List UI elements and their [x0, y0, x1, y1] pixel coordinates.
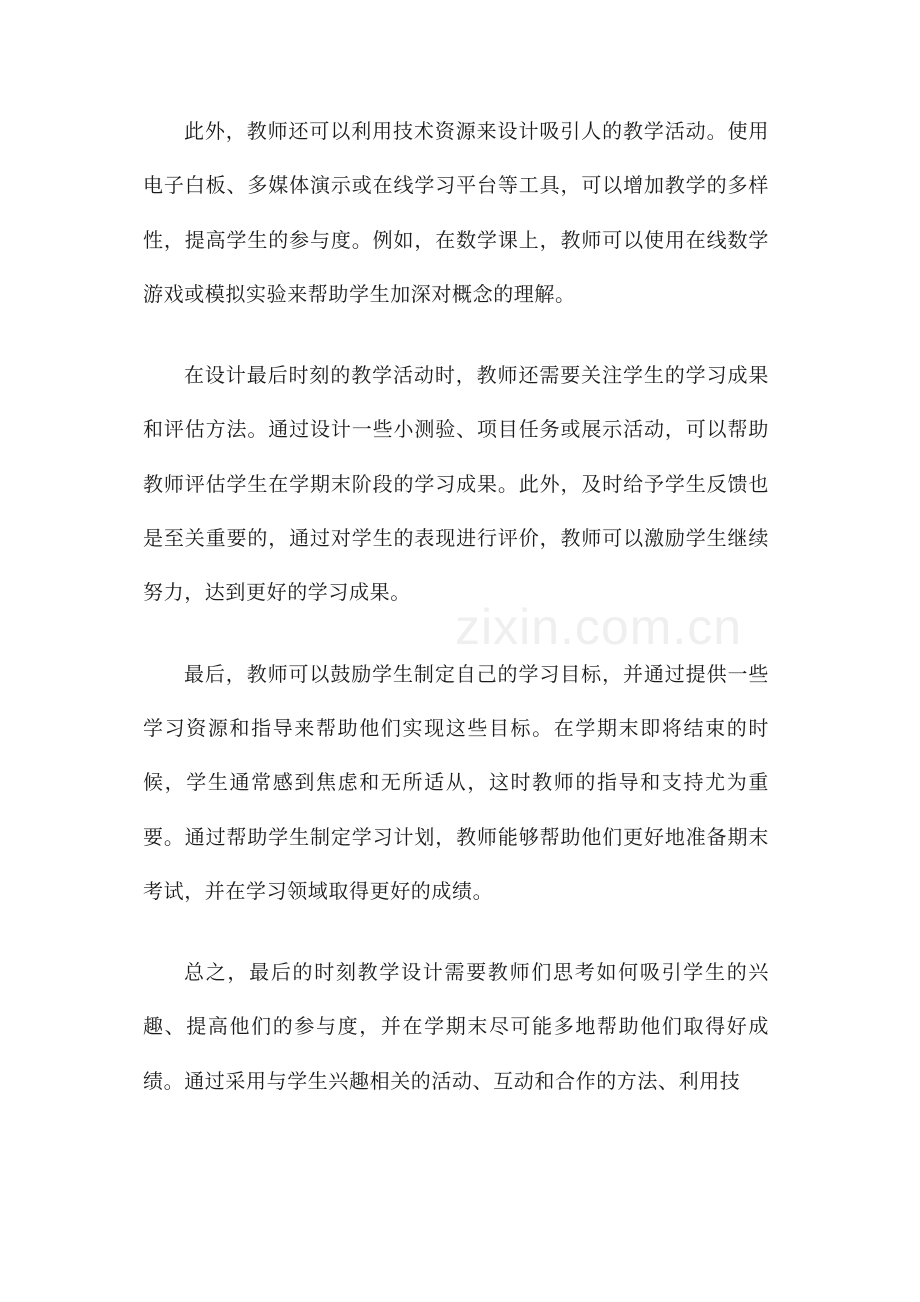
watermark: zixin.com.cn — [455, 599, 743, 655]
paragraph-1: 此外，教师还可以利用技术资源来设计吸引人的教学活动。使用电子白板、多媒体演示或在线学习平台等工具，可以增加教学的多样性，提高学生的参与度。例如，在数学课上，教师可以使用在线数学游戏或模拟实验来帮助学生加深对概念的理解。 — [143, 119, 769, 306]
document-body — [143, 104, 769, 1135]
paragraph-2: 在设计最后时刻的教学活动时，教师还需要关注学生的学习成果和评估方法。通过设计一些小测验、项目任务或展示活动，可以帮助教师评估学生在学期末阶段的学习成果。此外，及时给予学生反馈也是至关重要的，通过对学生的表现进行评价，教师可以激励学生继续努力，达到更好的学习成果。 — [143, 363, 769, 605]
paragraph-3: 最后，教师可以鼓励学生制定自己的学习目标，并通过提供一些学习资源和指导来帮助他们实现这些目标。在学期末即将结束的时候，学生通常感到焦虑和无所适从，这时教师的指导和支持尤为重要。通过帮助学生制定学习计划，教师能够帮助他们更好地准备期末考试，并在学习领域取得更好的成绩。 — [143, 661, 769, 903]
paragraph-4: 总之，最后的时刻教学设计需要教师们思考如何吸引学生的兴趣、提高他们的参与度，并在学期末尽可能多地帮助他们取得好成绩。通过采用与学生兴趣相关的活动、互动和合作的方法、利用技 — [143, 960, 769, 1093]
